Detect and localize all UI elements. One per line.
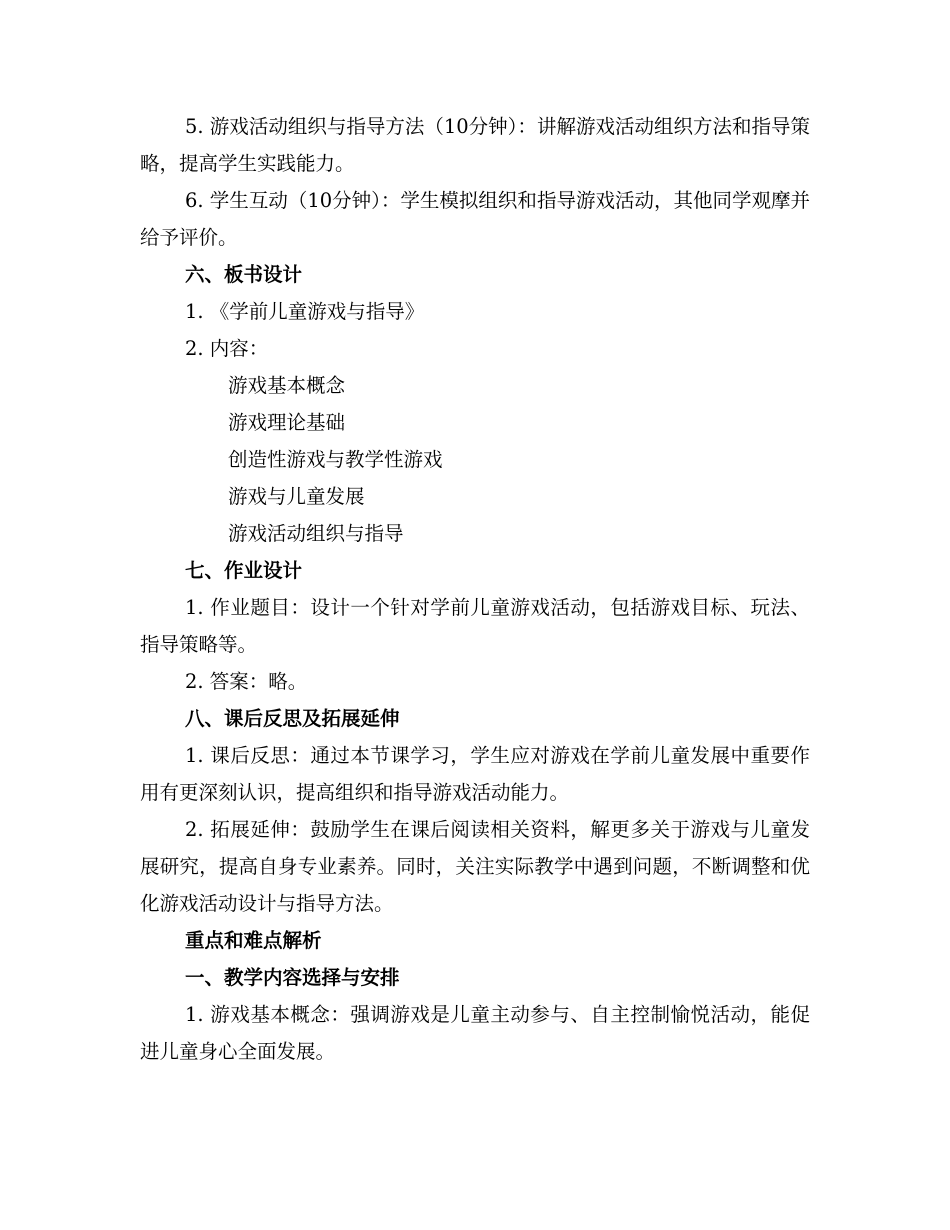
analysis-item-1: 1. 游戏基本概念：强调游戏是儿童主动参与、自主控制愉悦活动，能促进儿童身心全面发展。 (140, 1003, 810, 1063)
paragraph-item-5: 5. 游戏活动组织与指导方法（10分钟）：讲解游戏活动组织方法和指导策略，提高学生实践能力。 (140, 115, 810, 175)
board-content-5: 游戏活动组织与指导 (228, 522, 404, 545)
board-content-1: 游戏基本概念 (228, 374, 346, 397)
heading-homework-design: 七、作业设计 (185, 559, 303, 582)
reflection-item-1: 1. 课后反思：通过本节课学习，学生应对游戏在学前儿童发展中重要作用有更深刻认识，提高组织和指导游戏活动能力。 (140, 744, 810, 804)
board-content-4: 游戏与儿童发展 (228, 485, 365, 508)
reflection-item-2: 2. 拓展延伸：鼓励学生在课后阅读相关资料，解更多关于游戏与儿童发展研究，提高自身专业素养。同时，关注实际教学中遇到问题，不断调整和优化游戏活动设计与指导方法。 (140, 818, 810, 915)
paragraph-item-6: 6. 学生互动（10分钟）：学生模拟组织和指导游戏活动，其他同学观摩并给予评价。 (140, 189, 810, 249)
heading-board-design: 六、板书设计 (185, 263, 303, 286)
board-content-3: 创造性游戏与教学性游戏 (228, 448, 443, 471)
board-content-2: 游戏理论基础 (228, 411, 346, 434)
heading-content-selection: 一、教学内容选择与安排 (185, 966, 400, 989)
document-page (140, 108, 810, 1070)
homework-item-1: 1. 作业题目：设计一个针对学前儿童游戏活动，包括游戏目标、玩法、指导策略等。 (140, 596, 810, 656)
heading-reflection: 八、课后反思及拓展延伸 (185, 707, 400, 730)
heading-key-points: 重点和难点解析 (185, 929, 322, 952)
board-item-1: 1. 《学前儿童游戏与指导》 (185, 300, 425, 323)
homework-item-2: 2. 答案：略。 (185, 670, 308, 693)
board-item-2: 2. 内容： (185, 337, 269, 360)
